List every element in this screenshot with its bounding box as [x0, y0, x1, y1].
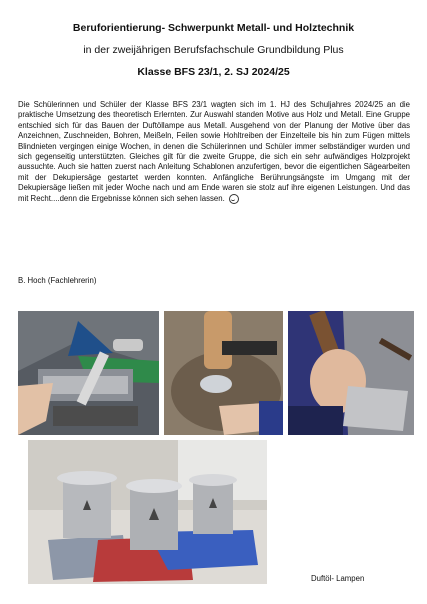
photo-vise-metal	[18, 311, 159, 435]
author-line: B. Hoch (Fachlehrerin)	[18, 276, 97, 285]
smiley-icon	[229, 194, 239, 204]
photo-chisel-work	[288, 311, 414, 435]
photo-hammer-metal	[164, 311, 283, 435]
photo-aroma-lamps	[28, 440, 267, 584]
page-title: Beruforientierung- Schwerpunkt Metall- und Holztechnik	[72, 22, 355, 34]
page-subtitle: in der zweijährigen Berufsfachschule Grundbildung Plus	[83, 44, 344, 56]
photo-caption: Duftöl- Lampen	[311, 574, 365, 583]
class-line: Klasse BFS 23/1, 2. SJ 2024/25	[137, 66, 290, 78]
article-text: Die Schülerinnen und Schüler der Klasse BFS 23/1 wagten sich im 1. HJ des Schuljahres 2024/25 an die praktische Umsetzung des theoretisch Erlernten. Zur Auswahl standen Motive aus Holz und Metall. Eine Gruppe entschied sich für das Bauen der Duftöllampe aus Metall. Ausgehend von der Planung der Motive über das Anzeichnen, Zuschneiden, Bohren, Meißeln, Feilen sowie Hohltreiben der Einzelteile bis hin zum Fügen mittels Blindnieten vergingen einige Wochen, in denen die Schülerinnen und Schüler immer selbständiger wurden und sich gegenseitig unterstützten. Gleiches gilt für die zweite Gruppe, die sich ein sehr aufwändiges Holzprojekt aussuchte. Auch sie hatten zuerst nach Anleitung Schablonen anzufertigen, bevor die eigentlichen Sägearbeiten mit der Dekupiersäge gestartet werden konnten. Anfängliche Berührungsängste im Umgang mit der Dekupiersäge ließen mit jeder Woche nach und am Ende waren sie stolz auf ihre eigenen Leistungen. Und das mit Recht....denn die Ergebnisse können sich sehen lassen.	[18, 100, 410, 203]
article-body	[18, 100, 410, 204]
